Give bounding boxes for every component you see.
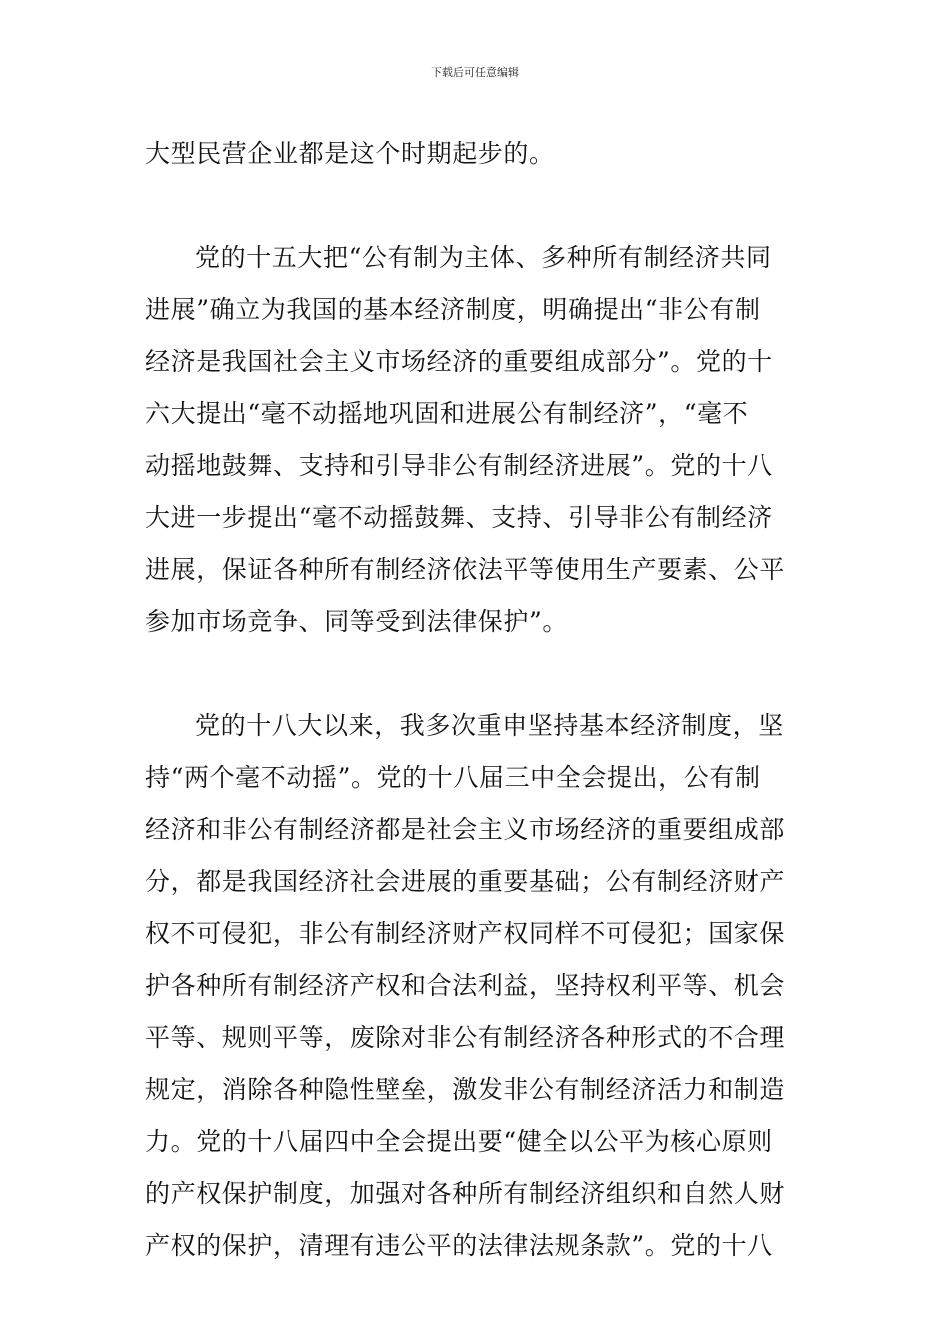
paragraph	[145, 700, 807, 1272]
text-line: 六大提出“毫不动摇地巩固和进展公有制经济”，“毫不	[145, 399, 749, 428]
paragraph-gap	[145, 648, 807, 700]
text-line: 产权的保护，清理有违公平的法律法规条款”。党的十八	[145, 1231, 773, 1260]
text-line: 大型民营企业都是这个时期起步的。	[145, 139, 555, 168]
text-line: 党的十五大把“公有制为主体、多种所有制经济共同	[195, 243, 772, 272]
text-line: 权不可侵犯，非公有制经济财产权同样不可侵犯；国家保	[145, 919, 786, 948]
text-line: 进展”确立为我国的基本经济制度，明确提出“非公有制	[145, 295, 761, 324]
paragraph	[145, 232, 807, 648]
text-line: 参加市场竞争、同等受到法律保护”。	[145, 607, 568, 636]
text-line: 力。党的十八届四中全会提出要“健全以公平为核心原则	[145, 1127, 773, 1156]
text-line: 大进一步提出“毫不动摇鼓舞、支持、引导非公有制经济	[145, 503, 773, 532]
text-line: 经济和非公有制经济都是社会主义市场经济的重要组成部	[145, 815, 786, 844]
text-line: 规定，消除各种隐性壁垒，激发非公有制经济活力和制造	[145, 1075, 786, 1104]
text-line: 动摇地鼓舞、支持和引导非公有制经济进展”。党的十八	[145, 451, 773, 480]
text-line: 的产权保护制度，加强对各种所有制经济组织和自然人财	[145, 1179, 786, 1208]
paragraph	[145, 128, 807, 180]
paragraph-gap	[145, 180, 807, 232]
text-line: 进展，保证各种所有制经济依法平等使用生产要素、公平	[145, 555, 786, 584]
text-line: 分，都是我国经济社会进展的重要基础；公有制经济财产	[145, 867, 786, 896]
page-header: 下载后可任意编辑	[431, 66, 519, 79]
text-line: 护各种所有制经济产权和合法利益，坚持权利平等、机会	[145, 971, 786, 1000]
text-line: 平等、规则平等，废除对非公有制经济各种形式的不合理	[145, 1023, 786, 1052]
text-line: 经济是我国社会主义市场经济的重要组成部分”。党的十	[145, 347, 773, 376]
text-line: 党的十八大以来，我多次重申坚持基本经济制度，坚	[195, 711, 784, 740]
text-line: 持“两个毫不动摇”。党的十八届三中全会提出，公有制	[145, 763, 761, 792]
document-body	[145, 128, 807, 1272]
